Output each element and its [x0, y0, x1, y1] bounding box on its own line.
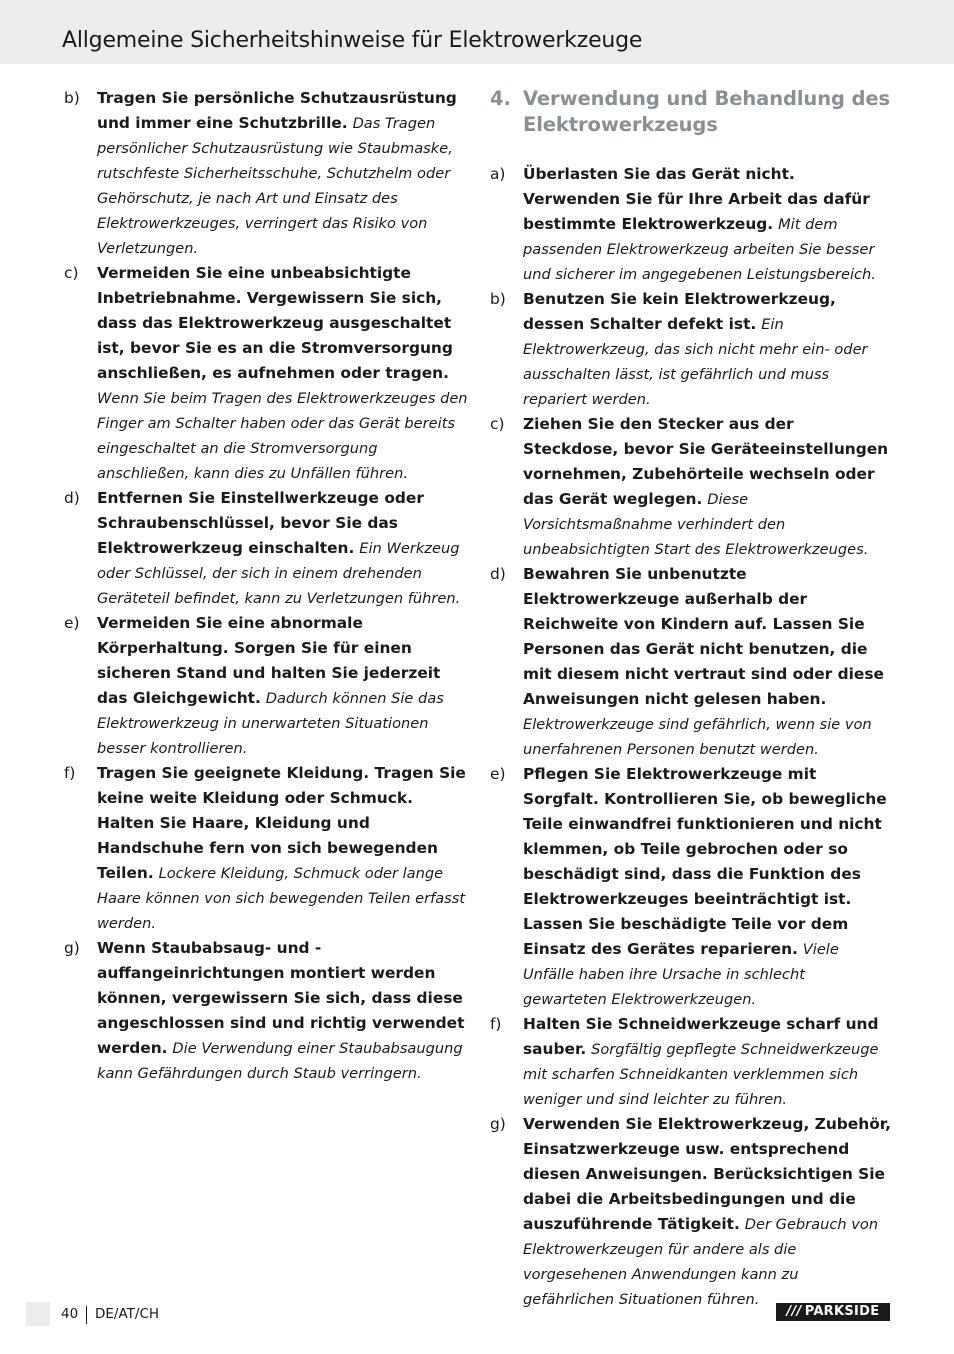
- item-letter: e): [64, 614, 80, 632]
- item-instruction: Pflegen Sie Elektrowerkzeuge mit Sorgfalt. Kontrollieren Sie, ob bewegliche Teile einwandfrei funktionieren und nicht klemmen, ob Teile gebrochen oder so beschädigt sind, dass die Funktion des Elektrowerkzeuges beeinträchtigt ist. Lassen Sie beschädigte Teile vor dem Einsatz des Gerätes reparieren.: [523, 765, 887, 958]
- list-item: [62, 936, 468, 1086]
- section-title: Verwendung und Behandlung des Elektrowerkzeugs: [523, 87, 891, 136]
- list-item: [62, 761, 468, 936]
- page-header: [0, 0, 954, 64]
- right-column: [488, 86, 892, 1312]
- section-heading: [488, 86, 892, 138]
- item-letter: d): [64, 489, 80, 507]
- item-letter: b): [490, 290, 506, 308]
- item-explanation: Der Gebrauch von Elektrowerkzeugen für andere als die vorgesehenen Anwendungen kann zu gefährlichen Situationen führen.: [523, 1216, 879, 1308]
- item-instruction: Entfernen Sie Einstellwerkzeuge oder Schraubenschlüssel, bevor Sie das Elektrowerkzeug einschalten.: [97, 489, 424, 557]
- item-explanation: Ein Elektrowerkzeug, das sich nicht mehr ein- oder ausschalten lässt, ist gefährlich und muss repariert werden.: [523, 316, 868, 408]
- item-letter: b): [64, 89, 80, 107]
- brand-name: PARKSIDE: [804, 1304, 880, 1319]
- item-letter: e): [490, 765, 506, 783]
- item-letter: a): [490, 165, 506, 183]
- item-explanation: Elektrowerkzeuge sind gefährlich, wenn sie von unerfahrenen Personen benutzt werden.: [523, 716, 872, 758]
- item-letter: c): [64, 264, 79, 282]
- item-explanation: Wenn Sie beim Tragen des Elektrowerkzeuges den Finger am Schalter haben oder das Gerät bereits eingeschaltet an die Stromversorgung anschließen, kann dies zu Unfällen führen.: [97, 390, 468, 482]
- item-explanation: Die Verwendung einer Staubabsaugung kann Gefährdungen durch Staub verringern.: [97, 1040, 463, 1082]
- list-item: [488, 1012, 892, 1112]
- list-item: [62, 486, 468, 611]
- item-instruction: Tragen Sie persönliche Schutzausrüstung und immer eine Schutzbrille.: [97, 89, 457, 132]
- list-item: [488, 762, 892, 1012]
- list-item: [62, 86, 468, 261]
- item-explanation: Lockere Kleidung, Schmuck oder lange Haare können von sich bewegenden Teilen erfasst werden.: [97, 865, 466, 932]
- item-instruction: Tragen Sie geeignete Kleidung. Tragen Sie keine weite Kleidung oder Schmuck. Halten Sie Haare, Kleidung und Handschuhe fern von sich bewegenden Teilen.: [97, 764, 466, 882]
- item-explanation: Mit dem passenden Elektrowerkzeug arbeiten Sie besser und sicherer im angegebenen Leistungsbereich.: [523, 216, 876, 283]
- list-item: [488, 162, 892, 287]
- list-item: [62, 611, 468, 761]
- footer-marker: [26, 1302, 50, 1326]
- item-explanation: Diese Vorsichtsmaßnahme verhindert den unbeabsichtigten Start des Elektrowerkzeuges.: [523, 491, 869, 558]
- brand-logo: [776, 1303, 890, 1321]
- page-number: 40: [61, 1306, 79, 1322]
- item-instruction: Überlasten Sie das Gerät nicht. Verwenden Sie für Ihre Arbeit das dafür bestimmte Elektrowerkzeug.: [523, 165, 870, 233]
- item-letter: g): [64, 939, 80, 957]
- item-instruction: Benutzen Sie kein Elektrowerkzeug, dessen Schalter defekt ist.: [523, 290, 836, 333]
- item-explanation: Dadurch können Sie das Elektrowerkzeug in unerwarteten Situationen besser kontrollieren.: [97, 690, 444, 757]
- item-letter: f): [64, 764, 76, 782]
- list-item: [488, 1112, 892, 1312]
- item-instruction: Wenn Staubabsaug- und -auffangeinrichtungen montiert werden können, vergewissern Sie sich, dass diese angeschlossen sind und richtig verwendet werden.: [97, 939, 465, 1057]
- list-item: [488, 412, 892, 562]
- brand-mark: ///: [786, 1304, 802, 1319]
- item-letter: g): [490, 1115, 506, 1133]
- list-item: [62, 261, 468, 486]
- item-explanation: Ein Werkzeug oder Schlüssel, der sich in einem drehenden Geräteteil befindet, kann zu Verletzungen führen.: [97, 540, 461, 607]
- item-instruction: Vermeiden Sie eine unbeabsichtigte Inbetriebnahme. Vergewissern Sie sich, dass das Elektrowerkzeug ausgeschaltet ist, bevor Sie es an die Stromversorgung anschließen, es aufnehmen oder tragen.: [97, 264, 453, 382]
- item-instruction: Ziehen Sie den Stecker aus der Steckdose, bevor Sie Geräteeinstellungen vornehmen, Zubehörteile wechseln oder das Gerät weglegen.: [523, 415, 889, 508]
- item-instruction: Bewahren Sie unbenutzte Elektrowerkzeuge außerhalb der Reichweite von Kindern auf. Lassen Sie Personen das Gerät nicht benutzen, die mit diesem nicht vertraut sind oder diese Anweisungen nicht gelesen haben.: [523, 565, 884, 708]
- item-letter: c): [490, 415, 505, 433]
- item-letter: f): [490, 1015, 502, 1033]
- item-explanation: Viele Unfälle haben ihre Ursache in schlecht gewarteten Elektrowerkzeugen.: [523, 941, 839, 1008]
- item-explanation: Das Tragen persönlicher Schutzausrüstung wie Staubmaske, rutschfeste Sicherheitsschuhe, Schutzhelm oder Gehörschutz, je nach Art und Einsatz des Elektrowerkzeuges, verringert das Risiko von Verletzungen.: [97, 115, 453, 257]
- item-letter: d): [490, 565, 506, 583]
- list-item: [488, 562, 892, 762]
- page-title: Allgemeine Sicherheitshinweise für Elektrowerkzeuge: [62, 28, 643, 53]
- list-item: [488, 287, 892, 412]
- section-number: 4.: [490, 87, 511, 110]
- item-instruction: Vermeiden Sie eine abnormale Körperhaltung. Sorgen Sie für einen sicheren Stand und halten Sie jederzeit das Gleichgewicht.: [97, 614, 441, 707]
- item-explanation: Sorgfältig gepflegte Schneidwerkzeuge mit scharfen Schneidkanten verklemmen sich weniger und sind leichter zu führen.: [523, 1041, 879, 1108]
- left-column: [62, 86, 468, 1086]
- footer-divider: [86, 1306, 87, 1324]
- item-instruction: Verwenden Sie Elektrowerkzeug, Zubehör, Einsatzwerkzeuge usw. entsprechend diesen Anweisungen. Berücksichtigen Sie dabei die Arbeitsbedingungen und die auszuführende Tätigkeit.: [523, 1115, 891, 1233]
- language-code: DE/AT/CH: [95, 1306, 160, 1322]
- item-instruction: Halten Sie Schneidwerkzeuge scharf und sauber.: [523, 1015, 879, 1058]
